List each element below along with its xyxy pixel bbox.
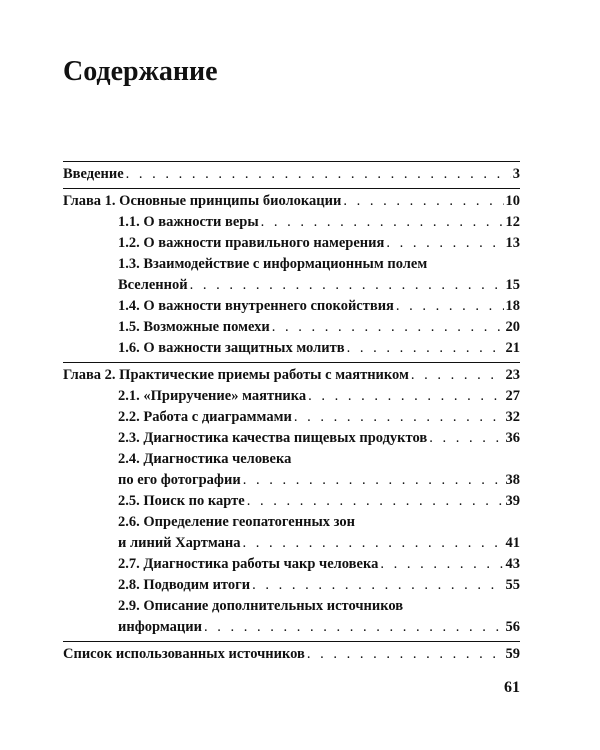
toc-entry-introduction[interactable]: [63, 164, 520, 184]
toc-entry-2-3[interactable]: [63, 428, 520, 448]
toc-entry-title: 2.7. Диагностика работы чакр человека: [118, 556, 379, 572]
toc-entry-page: 20: [505, 319, 520, 335]
divider: [63, 362, 520, 363]
toc-entry-title: 2.8. Подводим итоги: [118, 577, 251, 593]
dot-leader: [380, 554, 503, 574]
toc-entry-references[interactable]: [63, 644, 520, 664]
divider: [63, 641, 520, 642]
toc-entry-title: 2.9. Описание дополнительных источников: [118, 598, 404, 614]
toc-entry-title: 2.3. Диагностика качества пищевых продуктов: [118, 430, 428, 446]
toc-entry-1-6[interactable]: [63, 338, 520, 358]
toc-entry-page: 32: [505, 409, 520, 425]
table-of-contents: [63, 161, 520, 664]
dot-leader: [307, 644, 504, 664]
toc-entry-1-4[interactable]: [63, 296, 520, 316]
toc-entry-2-1[interactable]: [63, 386, 520, 406]
toc-entry-title: Глава 1. Основные принципы биолокации: [63, 193, 342, 209]
dot-leader: [396, 296, 504, 316]
toc-entry-page: 59: [505, 646, 520, 662]
toc-entry-page: 21: [505, 340, 520, 356]
toc-entry-page: 18: [505, 298, 520, 314]
toc-entry-page: 55: [505, 577, 520, 593]
toc-entry-page: 27: [505, 388, 520, 404]
toc-entry-2-7[interactable]: [63, 554, 520, 574]
toc-entry-title: Вселенной: [118, 277, 188, 293]
dot-leader: [386, 233, 503, 253]
dot-leader: [261, 212, 504, 232]
toc-entry-2-4[interactable]: [63, 449, 520, 469]
toc-entry-title: 2.5. Поиск по карте: [118, 493, 245, 509]
toc-entry-title: по его фотографии: [118, 472, 241, 488]
dot-leader: [411, 365, 504, 385]
toc-entry-2-9[interactable]: [63, 596, 520, 616]
toc-entry-page: 38: [505, 472, 520, 488]
dot-leader: [429, 428, 503, 448]
toc-entry-page: 3: [512, 166, 520, 182]
toc-entry-page: 56: [505, 619, 520, 635]
toc-entry-title: 2.6. Определение геопатогенных зон: [118, 514, 355, 530]
page-number: 61: [504, 679, 520, 696]
toc-entry-title: Введение: [63, 166, 124, 182]
toc-entry-page: 39: [505, 493, 520, 509]
toc-entry-1-3-continued[interactable]: [63, 275, 520, 295]
toc-entry-title: информации: [118, 619, 202, 635]
toc-entry-2-6-continued[interactable]: [63, 533, 520, 553]
toc-entry-title: 1.5. Возможные помехи: [118, 319, 270, 335]
toc-entry-2-5[interactable]: [63, 491, 520, 511]
toc-entry-page: 36: [505, 430, 520, 446]
toc-entry-page: 43: [505, 556, 520, 572]
dot-leader: [252, 575, 503, 595]
dot-leader: [126, 164, 511, 184]
toc-entry-page: 10: [505, 193, 520, 209]
toc-entry-title: 1.3. Взаимодействие с информационным полем: [118, 256, 428, 272]
dot-leader: [347, 338, 504, 358]
toc-entry-2-6[interactable]: [63, 512, 520, 532]
toc-entry-2-9-continued[interactable]: [63, 617, 520, 637]
toc-entry-page: 41: [505, 535, 520, 551]
toc-entry-title: 2.2. Работа с диаграммами: [118, 409, 292, 425]
toc-entry-title: 1.4. О важности внутреннего спокойствия: [118, 298, 394, 314]
toc-entry-1-5[interactable]: [63, 317, 520, 337]
divider: [63, 188, 520, 189]
toc-entry-1-2[interactable]: [63, 233, 520, 253]
dot-leader: [247, 491, 504, 511]
toc-entry-1-3[interactable]: [63, 254, 520, 274]
toc-entry-2-2[interactable]: [63, 407, 520, 427]
dot-leader: [243, 533, 504, 553]
dot-leader: [190, 275, 504, 295]
toc-entry-title: и линий Хартмана: [118, 535, 241, 551]
toc-entry-chapter-2[interactable]: [63, 365, 520, 385]
toc-entry-title: 2.4. Диагностика человека: [118, 451, 292, 467]
dot-leader: [294, 407, 504, 427]
toc-entry-title: 2.1. «Приручение» маятника: [118, 388, 307, 404]
dot-leader: [204, 617, 504, 637]
divider: [63, 161, 520, 162]
toc-entry-1-1[interactable]: [63, 212, 520, 232]
page-title: Содержание: [63, 56, 218, 87]
toc-entry-title: 1.6. О важности защитных молитв: [118, 340, 345, 356]
toc-entry-title: Глава 2. Практические приемы работы с маятником: [63, 367, 409, 383]
toc-entry-page: 12: [505, 214, 520, 230]
toc-entry-2-4-continued[interactable]: [63, 470, 520, 490]
toc-entry-page: 15: [505, 277, 520, 293]
dot-leader: [308, 386, 503, 406]
toc-entry-2-8[interactable]: [63, 575, 520, 595]
toc-entry-title: Список использованных источников: [63, 646, 305, 662]
toc-entry-chapter-1[interactable]: [63, 191, 520, 211]
toc-entry-page: 13: [505, 235, 520, 251]
toc-entry-title: 1.1. О важности веры: [118, 214, 259, 230]
toc-entry-title: 1.2. О важности правильного намерения: [118, 235, 385, 251]
dot-leader: [243, 470, 504, 490]
toc-entry-page: 23: [505, 367, 520, 383]
dot-leader: [343, 191, 503, 211]
dot-leader: [272, 317, 504, 337]
